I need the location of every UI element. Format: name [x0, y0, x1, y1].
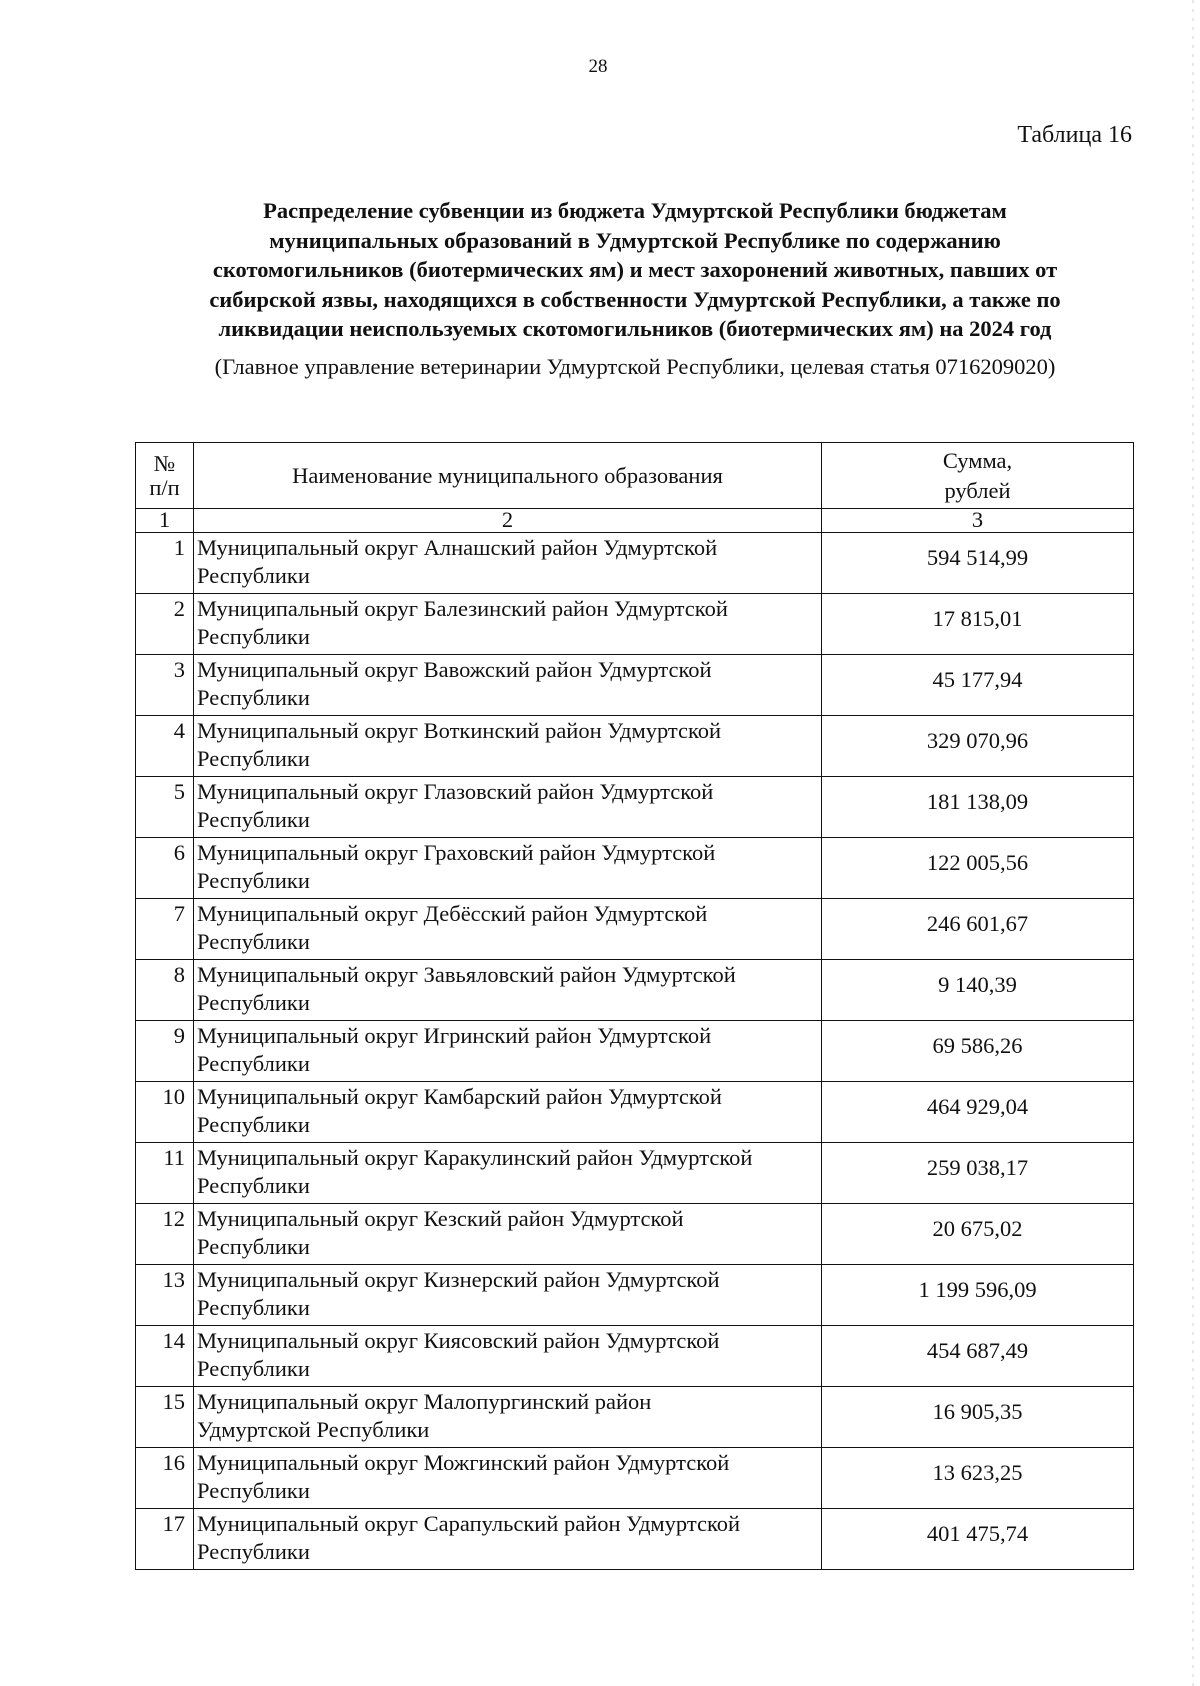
municipality-name-line1: Муниципальный округ Кезский район Удмуртской — [197, 1206, 684, 1231]
subvention-amount: 454 687,49 — [822, 1326, 1134, 1387]
municipality-name-line2: Республики — [197, 1051, 310, 1076]
municipality-name — [194, 777, 822, 838]
row-number: 12 — [136, 1204, 194, 1265]
table-row — [136, 1448, 1134, 1509]
row-number: 2 — [136, 594, 194, 655]
column-index-cell: 1 — [136, 509, 194, 533]
table-row — [136, 1326, 1134, 1387]
municipality-name — [194, 1326, 822, 1387]
municipality-name-line1: Муниципальный округ Сарапульский район Удмуртской — [197, 1511, 741, 1536]
municipality-name-line1: Муниципальный округ Кизнерский район Удмуртской — [197, 1267, 720, 1292]
table-row — [136, 1265, 1134, 1326]
row-number: 1 — [136, 533, 194, 594]
table-row — [136, 1204, 1134, 1265]
table-row — [136, 1021, 1134, 1082]
table-body — [136, 443, 1134, 1570]
subvention-amount: 594 514,99 — [822, 533, 1134, 594]
row-number: 4 — [136, 716, 194, 777]
title-line: сибирской язвы, находящихся в собственности Удмуртской Республики, а также по — [209, 286, 1061, 312]
municipality-name-line1: Муниципальный округ Можгинский район Удмуртской — [197, 1450, 730, 1475]
municipality-name-line1: Муниципальный округ Глазовский район Удмуртской — [197, 779, 714, 804]
table-row — [136, 594, 1134, 655]
table-row — [136, 777, 1134, 838]
table-row — [136, 1143, 1134, 1204]
subvention-amount: 9 140,39 — [822, 960, 1134, 1021]
municipality-name-line2: Республики — [197, 807, 310, 832]
subvention-table — [135, 442, 1134, 1570]
municipality-name-line1: Муниципальный округ Камбарский район Удмуртской — [197, 1084, 722, 1109]
table-row — [136, 899, 1134, 960]
municipality-name-line2: Республики — [197, 1539, 310, 1564]
header-sum-line1: Сумма, — [942, 447, 1013, 473]
header-sum-line2: рублей — [944, 477, 1011, 503]
row-number: 16 — [136, 1448, 194, 1509]
municipality-name-line2: Республики — [197, 1295, 310, 1320]
table-row — [136, 716, 1134, 777]
subvention-amount: 181 138,09 — [822, 777, 1134, 838]
subvention-amount: 401 475,74 — [822, 1509, 1134, 1570]
subvention-amount: 329 070,96 — [822, 716, 1134, 777]
title-line: муниципальных образований в Удмуртской Республике по содержанию — [269, 227, 1001, 253]
municipality-name — [194, 594, 822, 655]
row-number: 10 — [136, 1082, 194, 1143]
municipality-name-line2: Республики — [197, 1478, 310, 1503]
municipality-name-line1: Муниципальный округ Воткинский район Удмуртской — [197, 718, 722, 743]
municipality-name-line2: Республики — [197, 1173, 310, 1198]
municipality-name-line2: Республики — [197, 929, 310, 954]
municipality-name-line2: Республики — [197, 868, 310, 893]
subvention-amount: 259 038,17 — [822, 1143, 1134, 1204]
row-number: 8 — [136, 960, 194, 1021]
document-subtitle: (Главное управление ветеринарии Удмуртской Республики, целевая статья 0716209020) — [214, 354, 1056, 379]
municipality-name-line1: Муниципальный округ Вавожский район Удмуртской — [197, 657, 712, 682]
municipality-name — [194, 960, 822, 1021]
table-row — [136, 1082, 1134, 1143]
municipality-name-line2: Республики — [197, 685, 310, 710]
scan-edge-artifact — [1192, 0, 1194, 1686]
document-title — [140, 196, 1130, 344]
table-label: Таблица 16 — [1017, 122, 1132, 148]
row-number: 11 — [136, 1143, 194, 1204]
municipality-name — [194, 716, 822, 777]
header-number-line2: п/п — [149, 474, 180, 500]
subvention-amount: 13 623,25 — [822, 1448, 1134, 1509]
table-row — [136, 960, 1134, 1021]
title-line: ликвидации неиспользуемых скотомогильников (биотермических ям) на 2024 год — [218, 316, 1052, 341]
title-line: скотомогильников (биотермических ям) и мест захоронений животных, павших от — [212, 257, 1058, 282]
municipality-name — [194, 533, 822, 594]
column-index-row — [136, 509, 1134, 533]
municipality-name-line1: Муниципальный округ Малопургинский район — [197, 1389, 652, 1414]
municipality-name — [194, 1387, 822, 1448]
municipality-name — [194, 1204, 822, 1265]
municipality-name-line1: Муниципальный округ Граховский район Удмуртской — [197, 840, 716, 865]
municipality-name-line1: Муниципальный округ Каракулинский район Удмуртской — [197, 1145, 753, 1170]
column-index-cell: 2 — [194, 509, 822, 533]
municipality-name-line1: Муниципальный округ Дебёсский район Удмуртской — [197, 901, 708, 926]
municipality-name-line2: Удмуртской Республики — [197, 1417, 430, 1442]
municipality-name — [194, 1143, 822, 1204]
row-number: 5 — [136, 777, 194, 838]
municipality-name-line2: Республики — [197, 990, 310, 1015]
subvention-amount: 122 005,56 — [822, 838, 1134, 899]
row-number: 7 — [136, 899, 194, 960]
table-row — [136, 1387, 1134, 1448]
table-row — [136, 655, 1134, 716]
header-number-line1: № — [153, 450, 176, 476]
municipality-name-line1: Муниципальный округ Завьяловский район Удмуртской — [197, 962, 736, 987]
subvention-amount: 16 905,35 — [822, 1387, 1134, 1448]
municipality-name-line1: Муниципальный округ Киясовский район Удмуртской — [197, 1328, 720, 1353]
municipality-name — [194, 1509, 822, 1570]
municipality-name — [194, 1265, 822, 1326]
page-number: 28 — [588, 56, 608, 77]
municipality-name-line2: Республики — [197, 1112, 310, 1137]
header-number — [136, 443, 194, 509]
municipality-name-line2: Республики — [197, 1356, 310, 1381]
municipality-name — [194, 1082, 822, 1143]
subvention-amount: 69 586,26 — [822, 1021, 1134, 1082]
table-row — [136, 533, 1134, 594]
municipality-name — [194, 1021, 822, 1082]
municipality-name-line1: Муниципальный округ Алнашский район Удмуртской — [197, 535, 718, 560]
row-number: 17 — [136, 1509, 194, 1570]
title-line: Распределение субвенции из бюджета Удмуртской Республики бюджетам — [263, 198, 1007, 223]
municipality-name-line2: Республики — [197, 746, 310, 771]
subvention-amount: 17 815,01 — [822, 594, 1134, 655]
subvention-amount: 45 177,94 — [822, 655, 1134, 716]
header-sum — [822, 443, 1134, 509]
table-header-row — [136, 443, 1134, 509]
row-number: 3 — [136, 655, 194, 716]
subvention-amount: 246 601,67 — [822, 899, 1134, 960]
row-number: 6 — [136, 838, 194, 899]
municipality-name — [194, 838, 822, 899]
municipality-name-line1: Муниципальный округ Балезинский район Удмуртской — [197, 596, 728, 621]
municipality-name-line2: Республики — [197, 624, 310, 649]
municipality-name-line2: Республики — [197, 563, 310, 588]
row-number: 15 — [136, 1387, 194, 1448]
municipality-name — [194, 655, 822, 716]
municipality-name — [194, 1448, 822, 1509]
table-row — [136, 1509, 1134, 1570]
subvention-amount: 464 929,04 — [822, 1082, 1134, 1143]
row-number: 9 — [136, 1021, 194, 1082]
subvention-amount: 1 199 596,09 — [822, 1265, 1134, 1326]
row-number: 13 — [136, 1265, 194, 1326]
table-row — [136, 838, 1134, 899]
column-index-cell: 3 — [822, 509, 1134, 533]
subvention-amount: 20 675,02 — [822, 1204, 1134, 1265]
municipality-name-line1: Муниципальный округ Игринский район Удмуртской — [197, 1023, 712, 1048]
municipality-name-line2: Республики — [197, 1234, 310, 1259]
municipality-name — [194, 899, 822, 960]
header-name: Наименование муниципального образования — [194, 443, 822, 509]
row-number: 14 — [136, 1326, 194, 1387]
